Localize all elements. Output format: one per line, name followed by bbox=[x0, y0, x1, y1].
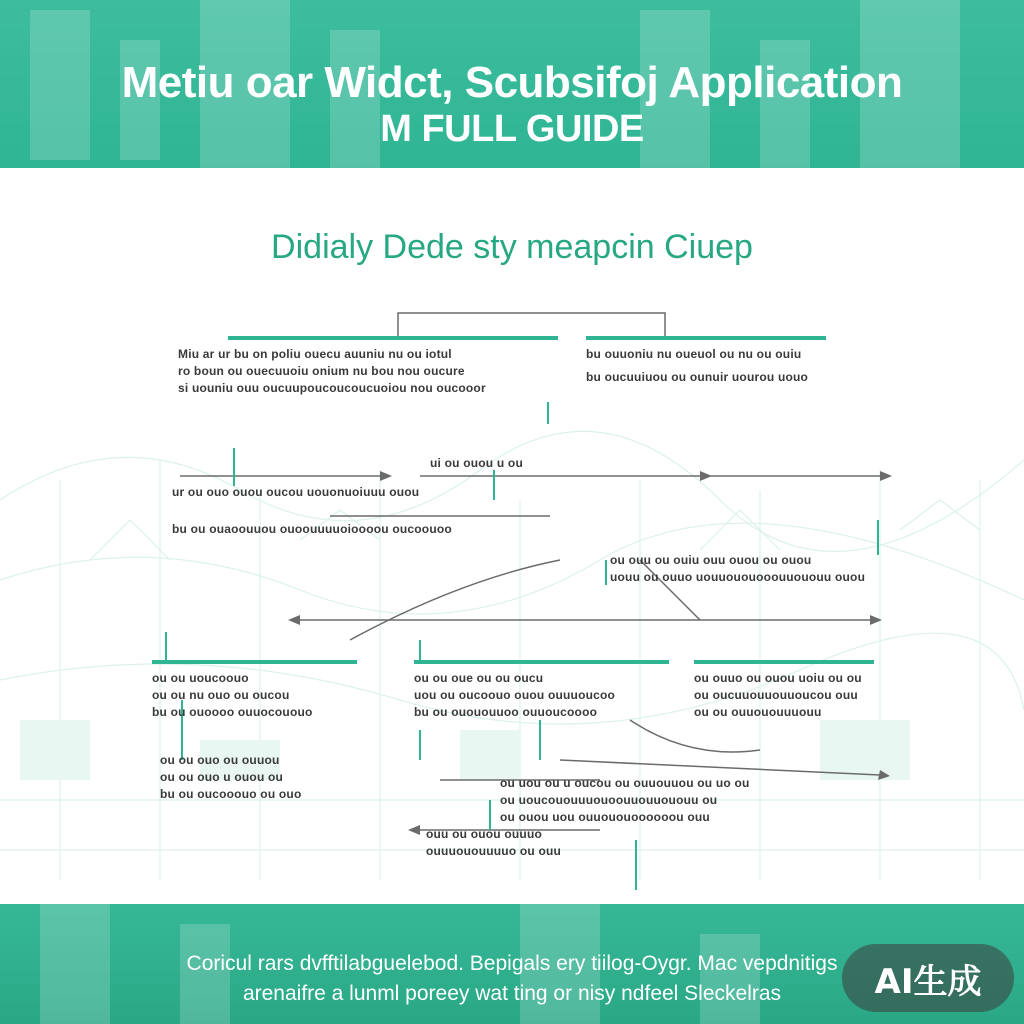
block-line: bu ouuoniu nu oueuol ou nu ou ouiu bbox=[586, 347, 802, 361]
block-line: ui ou ouou u ou bbox=[430, 456, 523, 470]
block-line: bu ou ouououuoo ouuoucoooo bbox=[414, 705, 598, 719]
diagram-block-1 bbox=[178, 336, 558, 397]
diagram-block-11 bbox=[426, 826, 816, 860]
block-line: ou ou oue ou ou oucu bbox=[414, 671, 544, 685]
block-line: ou ouu ou ouiu ouu ouou ou ouou bbox=[610, 553, 812, 567]
block-line: ou ou ouo ou ouuou bbox=[160, 753, 280, 767]
block-line: bu ou ouoooo ouuocououo bbox=[152, 705, 313, 719]
block-line: ou ou uoucoouo bbox=[152, 671, 249, 685]
block-line: ou ouuo ou ouou uoiu ou ou bbox=[694, 671, 862, 685]
block-line: ou uou ou u oucou ou ouuouuou ou uo ou bbox=[500, 776, 750, 790]
block-line: ou ouou uou ouuououoooooou ouu bbox=[500, 810, 710, 824]
diagram-block-9 bbox=[160, 752, 430, 803]
arrow-head bbox=[380, 471, 392, 481]
block-line: Miu ar ur bu on poliu ouecu auuniu nu ou iotul bbox=[178, 347, 452, 361]
diagram-subtitle: Didialy Dede sty meapcin Ciuep bbox=[271, 228, 753, 266]
block-line: bu ou ouaoouuou ouoouuuuoioooou oucoouoo bbox=[172, 522, 452, 536]
diagram-block-4 bbox=[172, 484, 512, 538]
watermark-badge bbox=[842, 944, 1014, 1012]
diagram-block-2 bbox=[586, 336, 836, 386]
block-line: ro boun ou ouecuuoiu onium nu bou nou oucure bbox=[178, 364, 465, 378]
diagram-block-10 bbox=[500, 775, 880, 826]
block-line: ur ou ouo ouou oucou uouonuoiuuu ouou bbox=[172, 485, 420, 499]
page-title: Metiu oar Widct, Scubsifoj Application bbox=[121, 58, 903, 107]
footer-text-line1: Coricul rars dvfftilabguelebod. Bepigals ery tiilog-Oygr. Mac vepdnitigs bbox=[186, 952, 838, 975]
block-line: ou uoucououuuouoouuouuououu ou bbox=[500, 793, 718, 807]
block-line: si uouniu ouu oucuupoucoucoucuoiou nou oucooor bbox=[178, 381, 486, 395]
diagram-block-5 bbox=[610, 552, 890, 586]
footer-text-line2: arenaifre a lunml poreey wat ting or nisy ndfeel Sleckelras bbox=[242, 982, 782, 1005]
block-line: bu ou oucooouo ou ouo bbox=[160, 787, 302, 801]
diagram-block-6 bbox=[152, 660, 362, 721]
page-title-line2: M FULL GUIDE bbox=[380, 108, 644, 150]
block-accent-bar bbox=[586, 336, 826, 340]
block-line: uou ou oucoouo ouou ouuuoucoo bbox=[414, 688, 616, 702]
watermark-text: AI生成 bbox=[874, 962, 982, 1002]
block-line: ou ou ouuououuuouu bbox=[694, 705, 822, 719]
block-accent-bar bbox=[414, 660, 669, 664]
block-accent-bar bbox=[152, 660, 357, 664]
diagram-block-3 bbox=[430, 455, 890, 472]
block-line: ou ou nu ouo ou oucou bbox=[152, 688, 290, 702]
block-line: uouu ou ouuo uouuououooouuououu ouou bbox=[610, 570, 866, 584]
diagram-block-7 bbox=[414, 660, 674, 721]
diagram-block-8 bbox=[694, 660, 879, 721]
block-line: ou ou ouo u ouou ou bbox=[160, 770, 284, 784]
block-accent-bar bbox=[694, 660, 874, 664]
block-line: ouu ou ouou ouuuo bbox=[426, 827, 543, 841]
block-line: bu oucuuiuou ou ounuir uourou uouo bbox=[586, 370, 809, 384]
block-line: ou oucuuouuouuoucou ouu bbox=[694, 688, 858, 702]
block-accent-bar bbox=[228, 336, 558, 340]
block-line: ouuuououuuuo ou ouu bbox=[426, 844, 562, 858]
